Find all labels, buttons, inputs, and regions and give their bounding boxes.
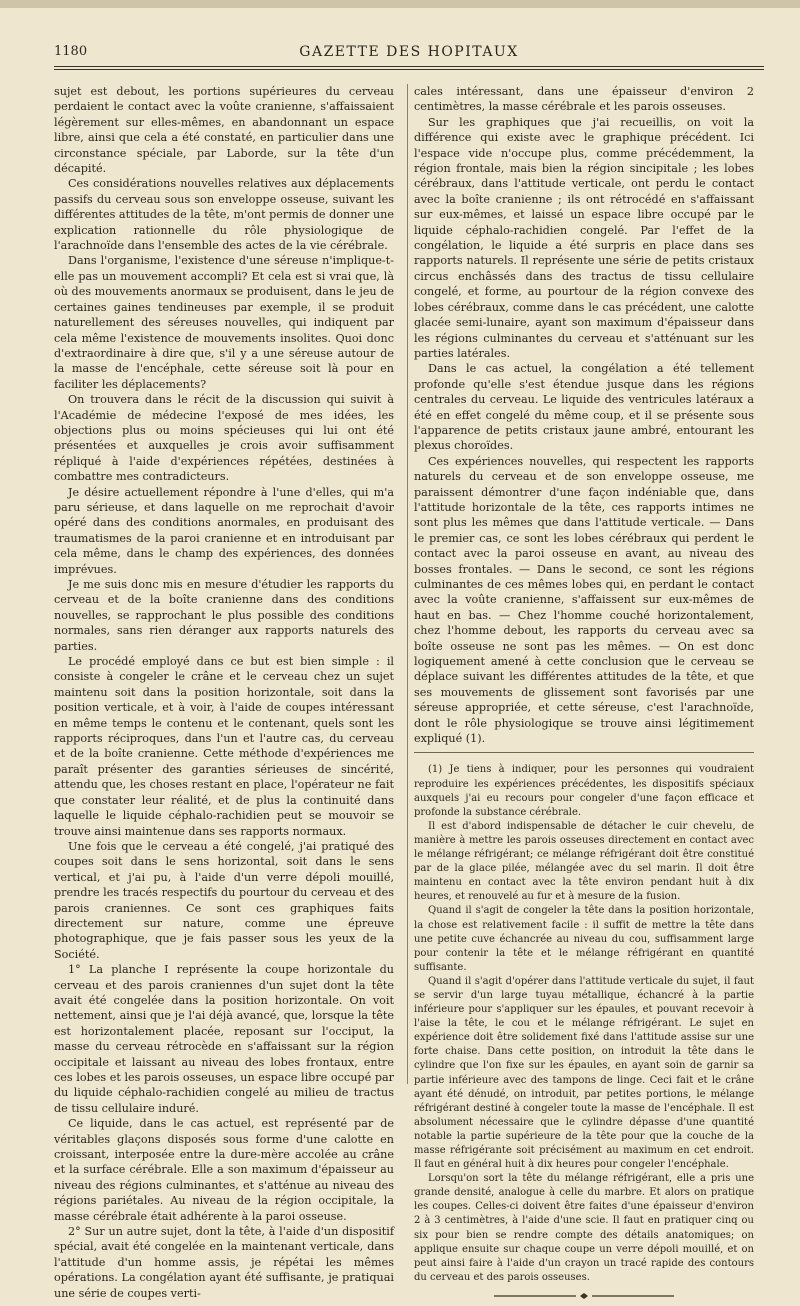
paragraph: Une fois que le cerveau a été congelé, j'ai pratiqué des coupes soit dans le sens horizontal, soit dans le sens vertical, et j'ai pu, à l'aide d'un verre dépoli mouillé, prendre les tracés respectifs du pourtour du cerveau et des parois craniennes. Ce sont ces graphiques faits directement sur nature, comme une épreuve photographique, que je fais passer sous les yeux de la Société.: [54, 839, 394, 961]
paragraph: Ces expériences nouvelles, qui respectent les rapports naturels du cerveau et de son enveloppe osseuse, me paraissent démontrer d'une façon indéniable que, dans l'attitude horizontale de la tête, ces rapports intimes ne sont plus les mêmes que dans l'attitude verticale. — Dans le premier cas, ce sont les lobes cérébraux qui perdent le contact avec la paroi osseuse en avant, au niveau des bosses frontales. — Dans le second, ce sont les régions culminantes de ces mêmes lobes qui, en perdant le contact avec la voûte cranienne, s'affaissent sur eux-mêmes de haut en bas. — Chez l'homme couché horizontalement, chez l'homme debout, les rapports du cerveau avec sa boîte osseuse ne sont pas les mêmes. — On est donc logiquement amené à cette conclusion que le cerveau se déplace suivant les différentes attitudes de la tête, et que ses mouvements de glissement sont favorisés par une séreuse appropriée, et cette séreuse, c'est l'arachnoïde, dont le rôle physiologique se trouve ainsi légitimement expliqué (1).: [414, 454, 754, 746]
header-rule-top: [54, 66, 764, 67]
paragraph: Le procédé employé dans ce but est bien simple : il consiste à congeler le crâne et le cerveau chez un sujet maintenu soit dans la position horizontale, soit dans la position verticale, et à voir, à l'aide de coupes intéressant en même temps le contenu et le contenant, quels sont les rapports réciproques, dans l'un et l'autre cas, du cerveau et de la boîte cranienne. Cette méthode d'expériences me paraît présenter des garanties sérieuses de sincérité, attendu que, les choses restant en place, l'opérateur ne fait que constater leur réalité, et de plus la continuité dans laquelle le liquide céphalo-rachidien peut se mouvoir se trouve ainsi maintenue dans ses rapports normaux.: [54, 655, 394, 838]
journal-title: GAZETTE DES HOPITAUX: [299, 44, 519, 60]
column-divider: [407, 84, 408, 1084]
end-ornament: [414, 1291, 754, 1306]
left-column: [54, 84, 394, 1301]
paragraph: Dans le cas actuel, la congélation a été tellement profonde qu'elle s'est étendue jusque dans les régions centrales du cerveau. Le liquide des ventricules latéraux a été en effet congelé du même coup, et il se présente sous l'apparence de petits cristaux jaune ambré, entourant les plexus choroïdes.: [414, 362, 754, 453]
paragraph: Ce liquide, dans le cas actuel, est représenté par de véritables glaçons disposés sous forme d'une calotte en croissant, interposée entre la dure-mère accolée au crâne et la surface cérébrale. Elle a son maximum d'épaisseur au niveau des régions culminantes, et s'atténue au niveau des régions pariétales. Au niveau de la région occipitale, la masse cérébrale était adhérente à la paroi osseuse.: [54, 1117, 394, 1223]
footnotes: [414, 763, 754, 1284]
footnote-rule: [414, 752, 754, 753]
right-column: [414, 84, 754, 1306]
page-number: 1180: [54, 44, 88, 59]
paragraph: Ces considérations nouvelles relatives aux déplacements passifs du cerveau sous son enveloppe osseuse, suivant les différentes attitudes de la tête, m'ont permis de donner une explication rationnelle du rôle physiologique de l'arachnoïde dans l'ensemble des actes de la vie cérébrale.: [54, 177, 394, 253]
paragraph: 2° Sur un autre sujet, dont la tête, à l'aide d'un dispositif spécial, avait été congelée en la maintenant verticale, dans l'attitude d'un homme assis, je répétai les mêmes opérations. La congélation ayant été suffisante, je pratiquai une série de coupes verti-: [54, 1225, 394, 1300]
footnote-paragraph: (1) Je tiens à indiquer, pour les personnes qui voudraient reproduire les expériences précédentes, les dispositifs spéciaux auxquels j'ai eu recours pour congeler d'une façon efficace et profonde la substance cérébrale.: [414, 764, 754, 818]
footnote-paragraph: Il est d'abord indispensable de détacher le cuir chevelu, de manière à mettre les parois osseuses directement en contact avec le mélange réfrigérant; ce mélange réfrigérant doit être constitué par de la glace pilée, mélangée avec du sel marin. Il doit être maintenu en contact avec la tête environ pendant huit à dix heures, et renouvelé au fur et à mesure de la fusion.: [414, 820, 754, 903]
paragraph: 1° La planche I représente la coupe horizontale du cerveau et des parois craniennes d'un sujet dont la tête avait été congelée dans la position horizontale. On voit nettement, ainsi que je l'ai déjà avancé, que, lorsque la tête est horizontalement placée, reposant sur l'occiput, la masse du cerveau rétrocède en s'affaissant sur la région occipitale et laissant au niveau des lobes frontaux, entre ces lobes et les parois osseuses, un espace libre occupé par du liquide céphalo-rachidien congelé au milieu de tractus de tissu cellulaire induré.: [54, 963, 394, 1115]
footnote-paragraph: Lorsqu'on sort la tête du mélange réfrigérant, elle a pris une grande densité, analogue à celle du marbre. Et alors on pratique les coupes. Celles-ci doivent être faites d'une épaisseur d'environ 2 à 3 centimètres, à l'aide d'une scie. Il faut en pratiquer cinq ou six pour bien se rendre compte des détails anatomiques; on applique ensuite sur chaque coupe un verre dépoli mouillé, et on peut ainsi faire à l'aide d'un crayon un tracé rapide des contours du cerveau et des parois osseuses.: [414, 1173, 754, 1283]
paragraph: On trouvera dans le récit de la discussion qui suivit à l'Académie de médecine l'exposé de mes idées, les objections plus ou moins spécieuses qui lui ont été présentées et auxquelles je crois avoir suffisamment répliqué à l'aide d'expériences répétées, destinées à combattre mes contradicteurs.: [54, 393, 394, 484]
page-header: [54, 44, 764, 66]
paragraph: sujet est debout, les portions supérieures du cerveau perdaient le contact avec la voûte cranienne, s'affaissaient légèrement sur elles-mêmes, en abandonnant un espace libre, ainsi que cela a été constaté, en particulier dans une circonstance spéciale, par Laborde, sur la tête d'un décapité.: [54, 85, 394, 176]
ornament-rule-icon: [494, 1292, 674, 1300]
paragraph: Sur les graphiques que j'ai recueillis, on voit la différence qui existe avec le graphique précédent. Ici l'espace vide n'occupe plus, comme précédemment, la région frontale, mais bien la région sincipitale ; les lobes cérébraux, dans l'attitude verticale, ont perdu le contact avec la boîte cranienne ; ils ont rétrocédé en s'affaissant sur eux-mêmes, et laissé un espace libre occupé par le liquide céphalo-rachidien congelé. Par l'effet de la congélation, le liquide a été surpris en place dans ses rapports naturels. Il représente une série de petits cristaux circus enchâssés dans des tractus de tissu cellulaire congelé, et forme, au pourtour de la région convexe des lobes cérébraux, comme dans le cas précédent, une calotte glacée semi-lunaire, ayant son maximum d'épaisseur dans les régions culminantes du cerveau et s'atténuant sur les parties latérales.: [414, 115, 754, 360]
footnote-paragraph: Quand il s'agit d'opérer dans l'attitude verticale du sujet, il faut se servir d'un large tuyau métallique, échancré à la partie inférieure pour s'appliquer sur les épaules, et pouvant recevoir à l'aise la tête, le cou et le mélange réfrigérant. Le sujet en expérience doit être solidement fixé dans l'attitude assise sur une forte chaise. Dans cette position, on introduit la tête dans le cylindre que l'on fixe sur les épaules, en ayant soin de garnir sa partie inférieure avec des tampons de linge. Ceci fait et le crâne ayant été dénudé, on introduit, par petites portions, le mélange réfrigérant destiné à congeler toute la masse de l'encéphale. Il est absolument nécessaire que le cylindre dépasse d'une quantité notable la partie supérieure de la tête pour que la couche de la masse réfrigérante soit précisément au maximum en cet endroit. Il faut en général huit à dix heures pour congeler l'encéphale.: [414, 975, 754, 1171]
paragraph: Je me suis donc mis en mesure d'étudier les rapports du cerveau et de la boîte cranienne dans des conditions nouvelles, se rapprochant le plus possible des conditions normales, sans rien déranger aux rapports naturels des parties.: [54, 578, 394, 653]
paragraph: cales intéressant, dans une épaisseur d'environ 2 centimètres, la masse cérébrale et les parois osseuses.: [414, 85, 754, 114]
paragraph: Dans l'organisme, l'existence d'une séreuse n'implique-t-elle pas un mouvement accompli? Et cela est si vrai que, là où des mouvements anormaux se produisent, dans le jeu de certaines gaines tendineuses par exemple, il se produit naturellement des séreuses nouvelles, qui indiquent par cela même l'existence de mouvements insolites. Quoi donc d'extraordinaire à dire que, s'il y a une séreuse autour de la masse de l'encéphale, cette séreuse soit là pour en faciliter les déplacements?: [54, 254, 394, 391]
header-rule-bottom: [54, 69, 764, 70]
page-top-edge: [0, 0, 800, 8]
paragraph: Je désire actuellement répondre à l'une d'elles, qui m'a paru sérieuse, et dans laquelle on me reprochait d'avoir opéré dans des conditions anormales, en produisant des traumatismes de la paroi cranienne et en introduisant par cela même, dans le champ des expériences, des données imprévues.: [54, 485, 394, 576]
footnote-paragraph: Quand il s'agit de congeler la tête dans la position horizontale, la chose est relativement facile : il suffit de mettre la tête dans une petite cuve échancrée au niveau du cou, suffisamment large pour contenir la tête et le mélange réfrigérant en quantité suffisante.: [414, 905, 754, 973]
